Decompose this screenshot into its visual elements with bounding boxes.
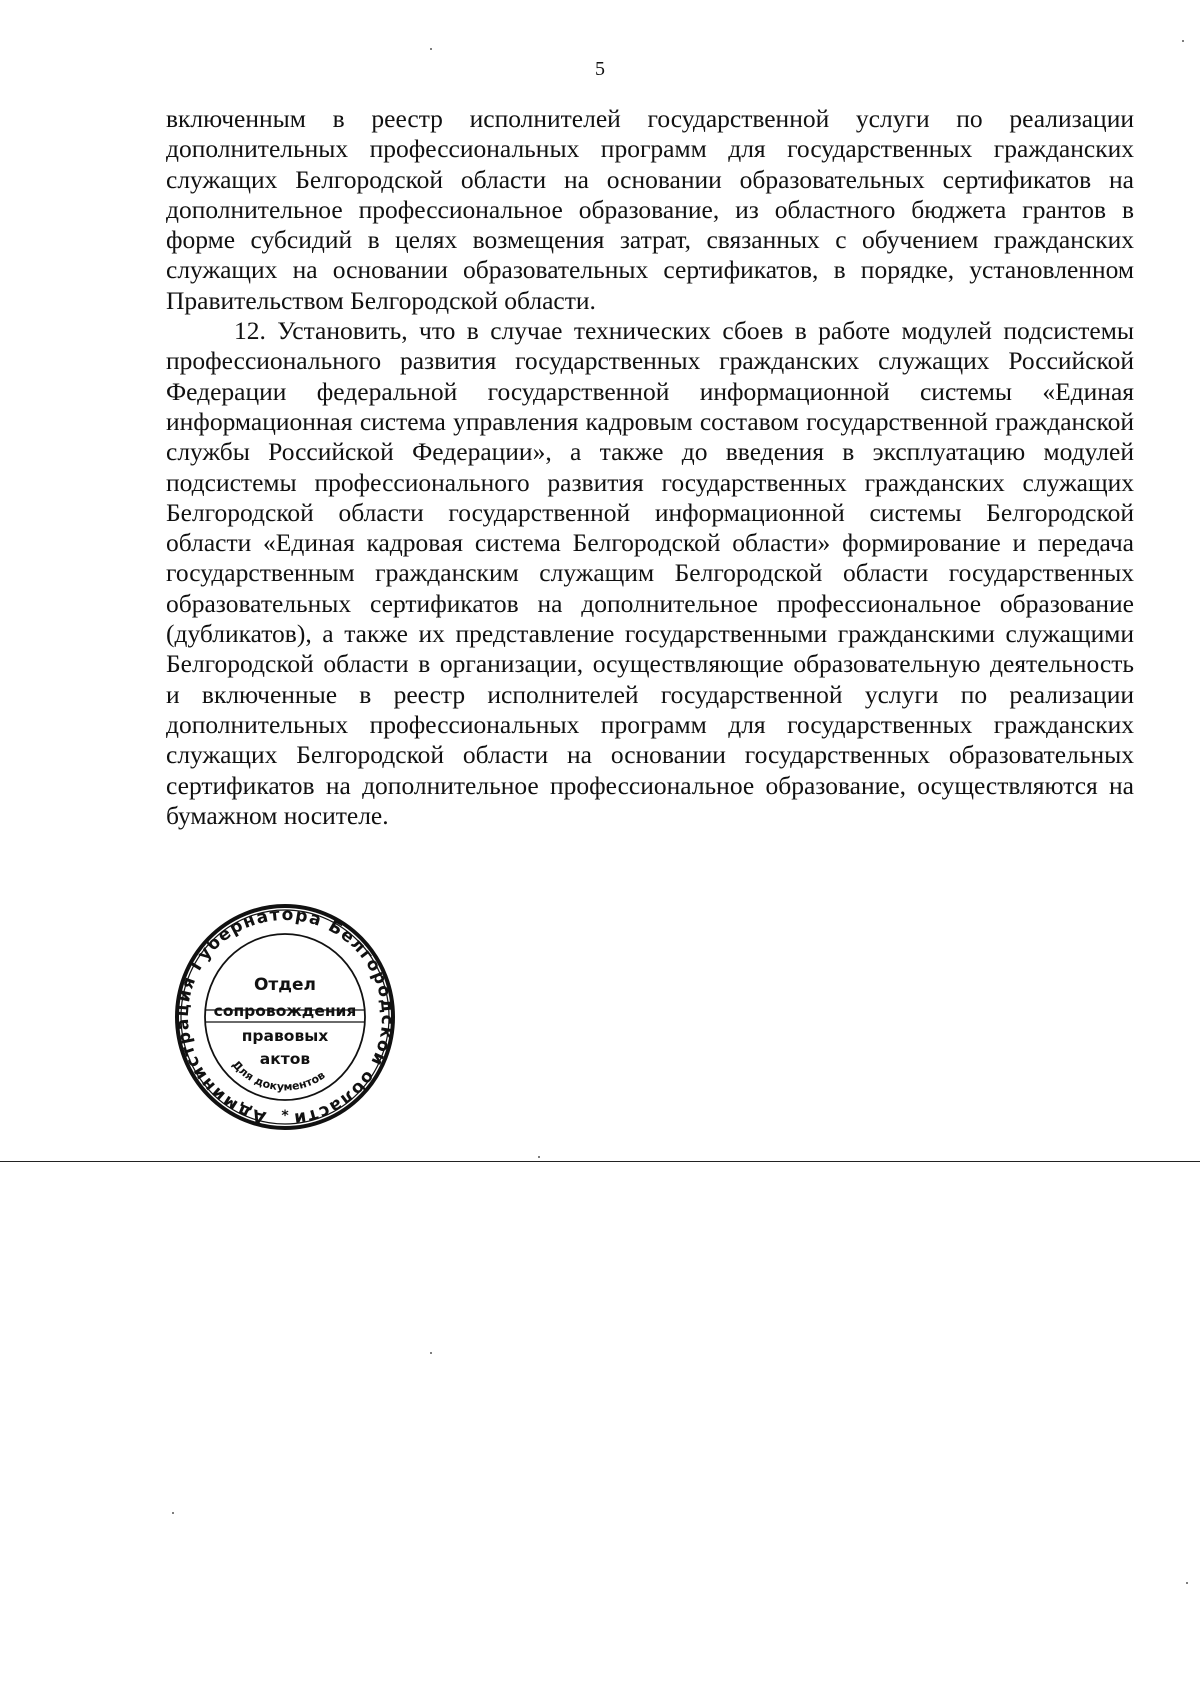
- scan-speck: [172, 1512, 174, 1514]
- stamp-center-line-3: правовых: [241, 1027, 329, 1045]
- page-separator-line: [0, 1161, 1200, 1162]
- document-body: [166, 104, 1134, 831]
- scan-speck: [430, 48, 432, 50]
- page-number: 5: [595, 58, 605, 80]
- paragraph-continuation: включенным в реестр исполнителей государственной услуги по реализации дополнительных профессиональных программ для государственных гражданских служащих Белгородской области на основании образовательных сертификатов на дополнительное профессиональное образование, из областного бюджета грантов в форме субсидий в целях возмещения затрат, связанных с обучением гражданских служащих на основании образовательных сертификатов, в порядке, установленном Правительством Белгородской области.: [166, 104, 1134, 315]
- stamp-bottom-text: Для документов: [229, 1057, 328, 1094]
- stamp-center-line-2: сопровождения: [213, 1002, 357, 1020]
- official-stamp: [170, 898, 400, 1136]
- paragraph-item-12: 12. Установить, что в случае технических сбоев в работе модулей подсистемы профессионального развития государственных гражданских служащих Российской Федерации федеральной государственной информационной системы «Единая информационная система управления кадровым составом государственной гражданской службы Российской Федерации», а также до введения в эксплуатацию модулей подсистемы профессионального развития государственных гражданских служащих Белгородской области государственной информационной системы Белгородской области «Единая кадровая система Белгородской области» формирование и передача государственным гражданским служащим Белгородской области государственных образовательных сертификатов на дополнительное профессиональное образование (дубликатов), а также их представление государственными гражданскими служащими Белгородской области в организации, осуществляющие образовательную деятельность и включенные в реестр исполнителей государственной услуги по реализации дополнительных профессиональных программ для государственных гражданских служащих Белгородской области на основании государственных образовательных сертификатов на дополнительное профессиональное образование, осуществляются на бумажном носителе.: [166, 316, 1134, 830]
- stamp-center-line-1: Отдел: [253, 975, 317, 995]
- stamp-center-line-4: актов: [259, 1050, 311, 1068]
- stamp-ring-text: Администрация Губернатора Белгородской области: [172, 904, 398, 1129]
- scan-speck: [430, 1352, 432, 1354]
- scan-speck: [538, 1156, 540, 1158]
- stamp-star: *: [281, 1108, 289, 1124]
- scan-speck: [1186, 1582, 1188, 1584]
- scan-speck: [1182, 40, 1184, 42]
